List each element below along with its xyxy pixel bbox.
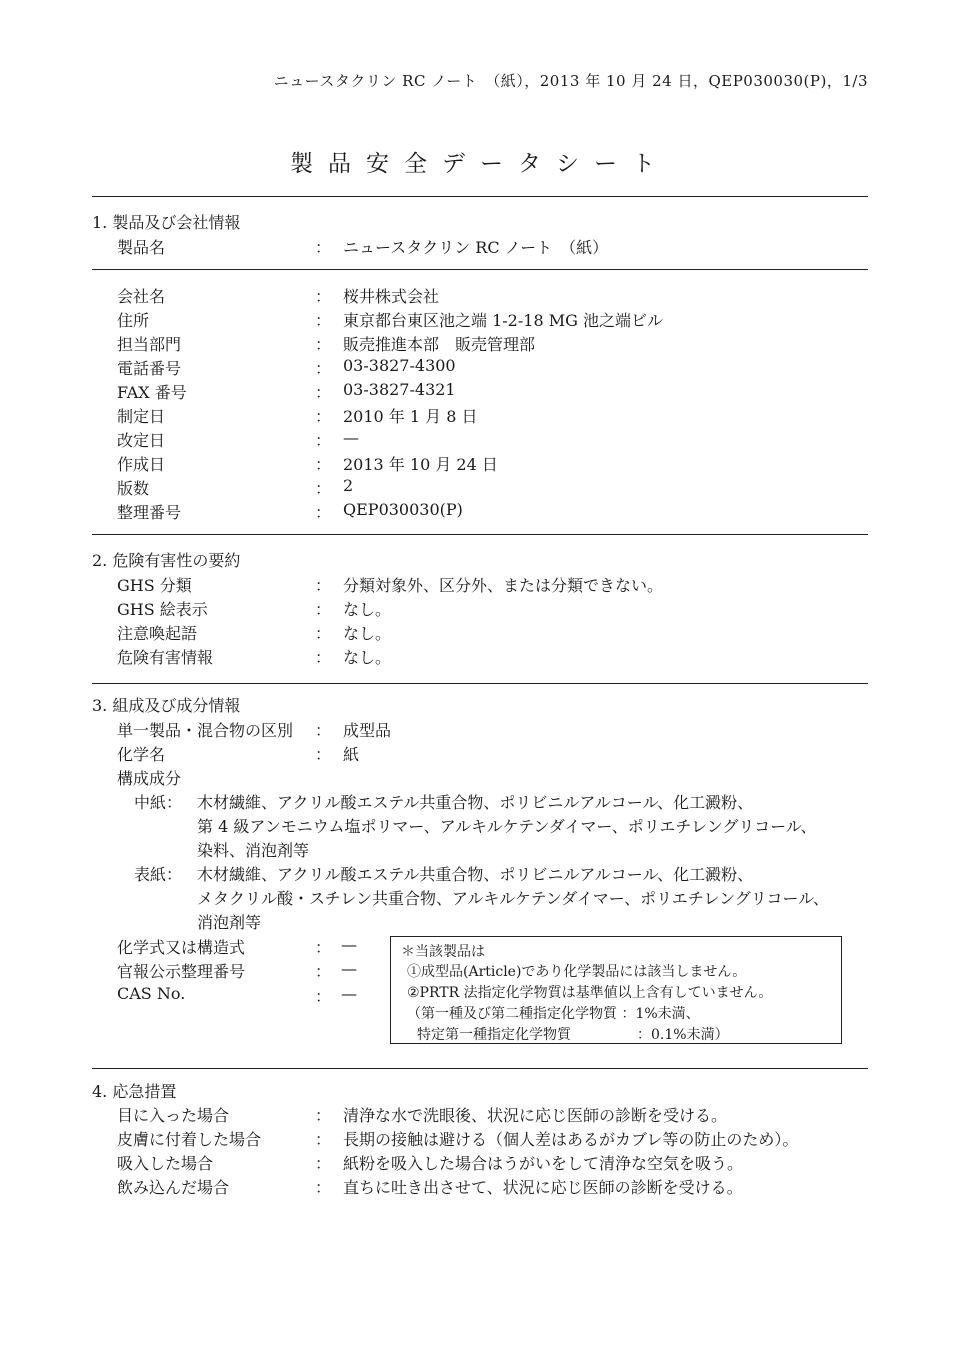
note-line: ①成型品(Article)であり化学製品には該当しません。 — [407, 964, 747, 980]
cover-line: 木材繊維、アクリル酸エステル共重合物、ポリビニルアルコール、化工澱粉、 — [197, 865, 754, 884]
colon: ： — [315, 479, 332, 498]
colon: ： — [315, 648, 332, 667]
ingestion-label: 飲み込んだ場合 — [117, 1178, 230, 1197]
note-line: 特定第一種指定化学物質 — [417, 1027, 571, 1043]
hazard-statement-value: なし。 — [343, 648, 392, 667]
company-value: 桜井株式会社 — [343, 287, 440, 306]
product-name-value: ニュースタクリン RC ノート （紙） — [343, 238, 609, 257]
created-date-value: 2013 年 10 月 24 日 — [343, 455, 498, 474]
inhalation-label: 吸入した場合 — [117, 1154, 214, 1173]
inner-paper-label: 中紙： — [134, 793, 183, 812]
version-value: 2 — [343, 476, 354, 495]
address-value: 東京都台東区池之端 1-2-18 MG 池之端ビル — [343, 311, 663, 330]
company-label: 会社名 — [117, 287, 166, 306]
colon: ： — [315, 431, 332, 450]
colon: ： — [315, 962, 332, 981]
gazette-number-label: 官報公示整理番号 — [117, 962, 246, 981]
divider — [92, 269, 868, 270]
note-line: ②PRTR 法指定化学物質は基準値以上含有していません。 — [407, 985, 773, 1001]
reference-number-label: 整理番号 — [117, 503, 182, 522]
colon: ： — [315, 600, 332, 619]
colon: ： — [315, 1106, 332, 1125]
department-label: 担当部門 — [117, 335, 182, 354]
divider — [92, 196, 868, 197]
hazard-statement-label: 危険有害情報 — [117, 648, 214, 667]
colon: ： — [315, 455, 332, 474]
signal-word-value: なし。 — [343, 624, 392, 643]
colon: ： — [315, 287, 332, 306]
divider — [92, 534, 868, 535]
colon: ： — [315, 383, 332, 402]
colon: ： — [315, 503, 332, 522]
colon: ： — [315, 1130, 332, 1149]
document-title: 製品安全データシート — [290, 151, 670, 177]
section-3-heading: 3. 組成及び成分情報 — [92, 696, 241, 715]
phone-value: 03-3827-4300 — [343, 356, 456, 375]
skin-contact-label: 皮膚に付着した場合 — [117, 1130, 262, 1149]
product-type-value: 成型品 — [343, 721, 392, 740]
fax-label: FAX 番号 — [117, 383, 187, 402]
cover-label: 表紙： — [134, 865, 183, 884]
reference-number-value: QEP030030(P) — [343, 500, 463, 519]
colon: ： — [315, 238, 332, 257]
ghs-pictogram-label: GHS 絵表示 — [117, 600, 208, 619]
eye-contact-label: 目に入った場合 — [117, 1106, 230, 1125]
ghs-pictogram-value: なし。 — [343, 600, 392, 619]
colon: ： — [315, 624, 332, 643]
colon: ： — [315, 407, 332, 426]
inhalation-value: 紙粉を吸入した場合はうがいをして清浄な空気を吸う。 — [343, 1154, 744, 1173]
address-label: 住所 — [117, 311, 150, 330]
colon: ： — [315, 1178, 332, 1197]
colon: ： — [315, 359, 332, 378]
section-4-heading: 4. 応急措置 — [92, 1082, 177, 1101]
cas-number-label: CAS No. — [117, 984, 186, 1003]
colon: ： — [315, 987, 332, 1006]
gazette-number-value: — — [341, 959, 357, 978]
section-2-heading: 2. 危険有害性の要約 — [92, 551, 241, 570]
signal-word-label: 注意喚起語 — [117, 624, 198, 643]
created-date-label: 作成日 — [117, 455, 166, 474]
inner-paper-line: 第 4 級アンモニウム塩ポリマー、アルキルケテンダイマー、ポリエチレングリコール、 — [197, 817, 817, 836]
note-line: （第一種及び第二種指定化学物質 ：1%未満、 — [407, 1006, 700, 1022]
product-name-label: 製品名 — [117, 238, 166, 257]
revised-date-value: — — [343, 428, 359, 447]
note-line: ：0.1%未満） — [637, 1027, 729, 1043]
colon: ： — [315, 745, 332, 764]
section-1-heading: 1. 製品及び会社情報 — [92, 213, 241, 232]
eye-contact-value: 清浄な水で洗眼後、状況に応じ医師の診断を受ける。 — [343, 1106, 728, 1125]
components-label: 構成成分 — [117, 769, 182, 788]
established-date-label: 制定日 — [117, 407, 166, 426]
established-date-value: 2010 年 1 月 8 日 — [343, 407, 478, 426]
inner-paper-line: 木材繊維、アクリル酸エステル共重合物、ポリビニルアルコール、化工澱粉、 — [197, 793, 754, 812]
header-line: ニュースタクリン RC ノート （紙），2013 年 10 月 24 日，QEP030030(P)，1/3 — [273, 72, 868, 90]
chemical-name-label: 化学名 — [117, 745, 166, 764]
colon: ： — [315, 576, 332, 595]
cover-line: メタクリル酸・スチレン共重合物、アルキルケテンダイマー、ポリエチレングリコール、 — [197, 889, 829, 908]
colon: ： — [315, 1154, 332, 1173]
chemical-formula-value: — — [341, 935, 357, 954]
colon: ： — [315, 335, 332, 354]
department-value: 販売推進本部 販売管理部 — [343, 335, 536, 354]
cas-number-value: — — [341, 984, 357, 1003]
colon: ： — [315, 721, 332, 740]
ingestion-value: 直ちに吐き出させて、状況に応じ医師の診断を受ける。 — [343, 1178, 743, 1197]
colon: ： — [315, 938, 332, 957]
colon: ： — [315, 311, 332, 330]
version-label: 版数 — [117, 479, 150, 498]
product-type-label: 単一製品・混合物の区別 — [117, 721, 294, 740]
note-title: ＊当該製品は — [401, 944, 485, 960]
chemical-name-value: 紙 — [343, 745, 360, 764]
divider — [92, 1068, 868, 1069]
phone-label: 電話番号 — [117, 359, 182, 378]
ghs-classification-label: GHS 分類 — [117, 576, 192, 595]
note-box — [390, 936, 842, 1044]
divider — [92, 683, 868, 684]
revised-date-label: 改定日 — [117, 431, 166, 450]
cover-line: 消泡剤等 — [197, 913, 262, 932]
inner-paper-line: 染料、消泡剤等 — [197, 841, 310, 860]
fax-value: 03-3827-4321 — [343, 380, 456, 399]
chemical-formula-label: 化学式又は構造式 — [117, 938, 246, 957]
skin-contact-value: 長期の接触は避ける（個人差はあるがカブレ等の防止のため）。 — [343, 1130, 799, 1149]
ghs-classification-value: 分類対象外、区分外、または分類できない。 — [343, 576, 664, 595]
